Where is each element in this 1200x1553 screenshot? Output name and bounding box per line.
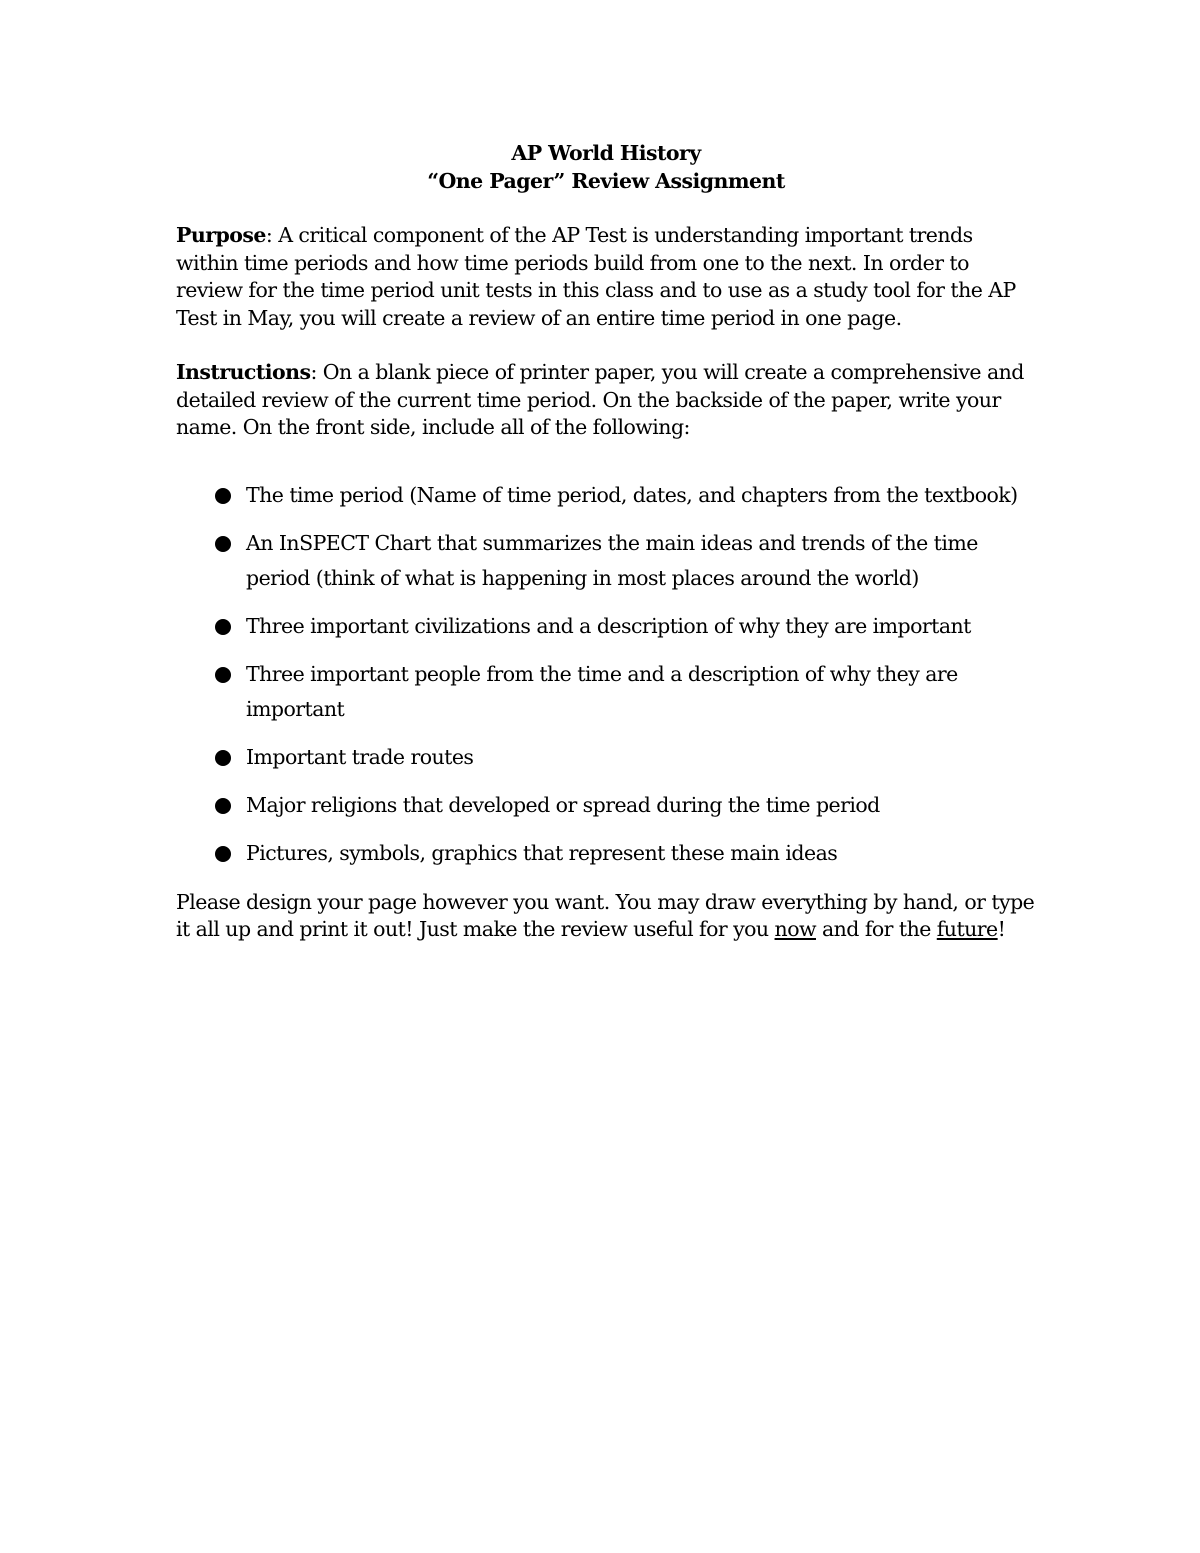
bullet-icon — [215, 488, 231, 504]
bullet-icon — [215, 798, 231, 814]
list-item-text: Major religions that developed or spread during the time period — [246, 792, 880, 817]
closing-paragraph — [176, 889, 1036, 944]
instructions-label: Instructions — [176, 360, 311, 384]
bullet-icon — [215, 619, 231, 635]
title-line-1: AP World History — [511, 141, 701, 165]
list-item — [176, 657, 1036, 727]
purpose-label: Purpose — [176, 223, 266, 247]
document-title — [176, 140, 1036, 195]
bullet-icon — [215, 846, 231, 862]
instructions-text: : On a blank piece of printer paper, you will create a comprehensive and detailed review of the current time period. On the backside of the paper, write your name. On the front side, include all of the following: — [176, 360, 1024, 439]
bullet-icon — [215, 667, 231, 683]
list-item-text: The time period (Name of time period, dates, and chapters from the textbook) — [246, 482, 1018, 507]
list-item — [176, 740, 1036, 775]
purpose-text: : A critical component of the AP Test is understanding important trends within time periods and how time periods build from one to the next. In order to review for the time period unit tests in this class and to use as a study tool for the AP Test in May, you will create a review of an entire time period in one page. — [176, 223, 1016, 330]
closing-text-b: and for the — [816, 917, 937, 941]
list-item-text: An InSPECT Chart that summarizes the main ideas and trends of the time period (think of what is happening in most places around the world) — [246, 530, 978, 590]
instructions-paragraph — [176, 359, 1036, 442]
bullet-icon — [215, 536, 231, 552]
closing-future: future — [936, 917, 998, 941]
list-item-text: Pictures, symbols, graphics that represent these main ideas — [246, 840, 838, 865]
list-item-text: Important trade routes — [246, 744, 474, 769]
requirements-list — [176, 478, 1036, 871]
document-page — [176, 140, 1036, 944]
list-item — [176, 788, 1036, 823]
title-line-2: “One Pager” Review Assignment — [427, 168, 785, 193]
closing-text-a: Please design your page however you want. You may draw everything by hand, or type it all up and print it out! Just make the review useful for you — [176, 889, 1035, 941]
purpose-paragraph — [176, 222, 1036, 332]
bullet-icon — [215, 750, 231, 766]
list-item-text: Three important civilizations and a description of why they are important — [246, 613, 971, 638]
list-item — [176, 609, 1036, 644]
list-item — [176, 836, 1036, 871]
list-item — [176, 526, 1036, 596]
list-item — [176, 478, 1036, 513]
closing-text-c: ! — [997, 917, 1006, 941]
closing-now: now — [774, 917, 816, 941]
list-item-text: Three important people from the time and a description of why they are important — [246, 661, 958, 721]
